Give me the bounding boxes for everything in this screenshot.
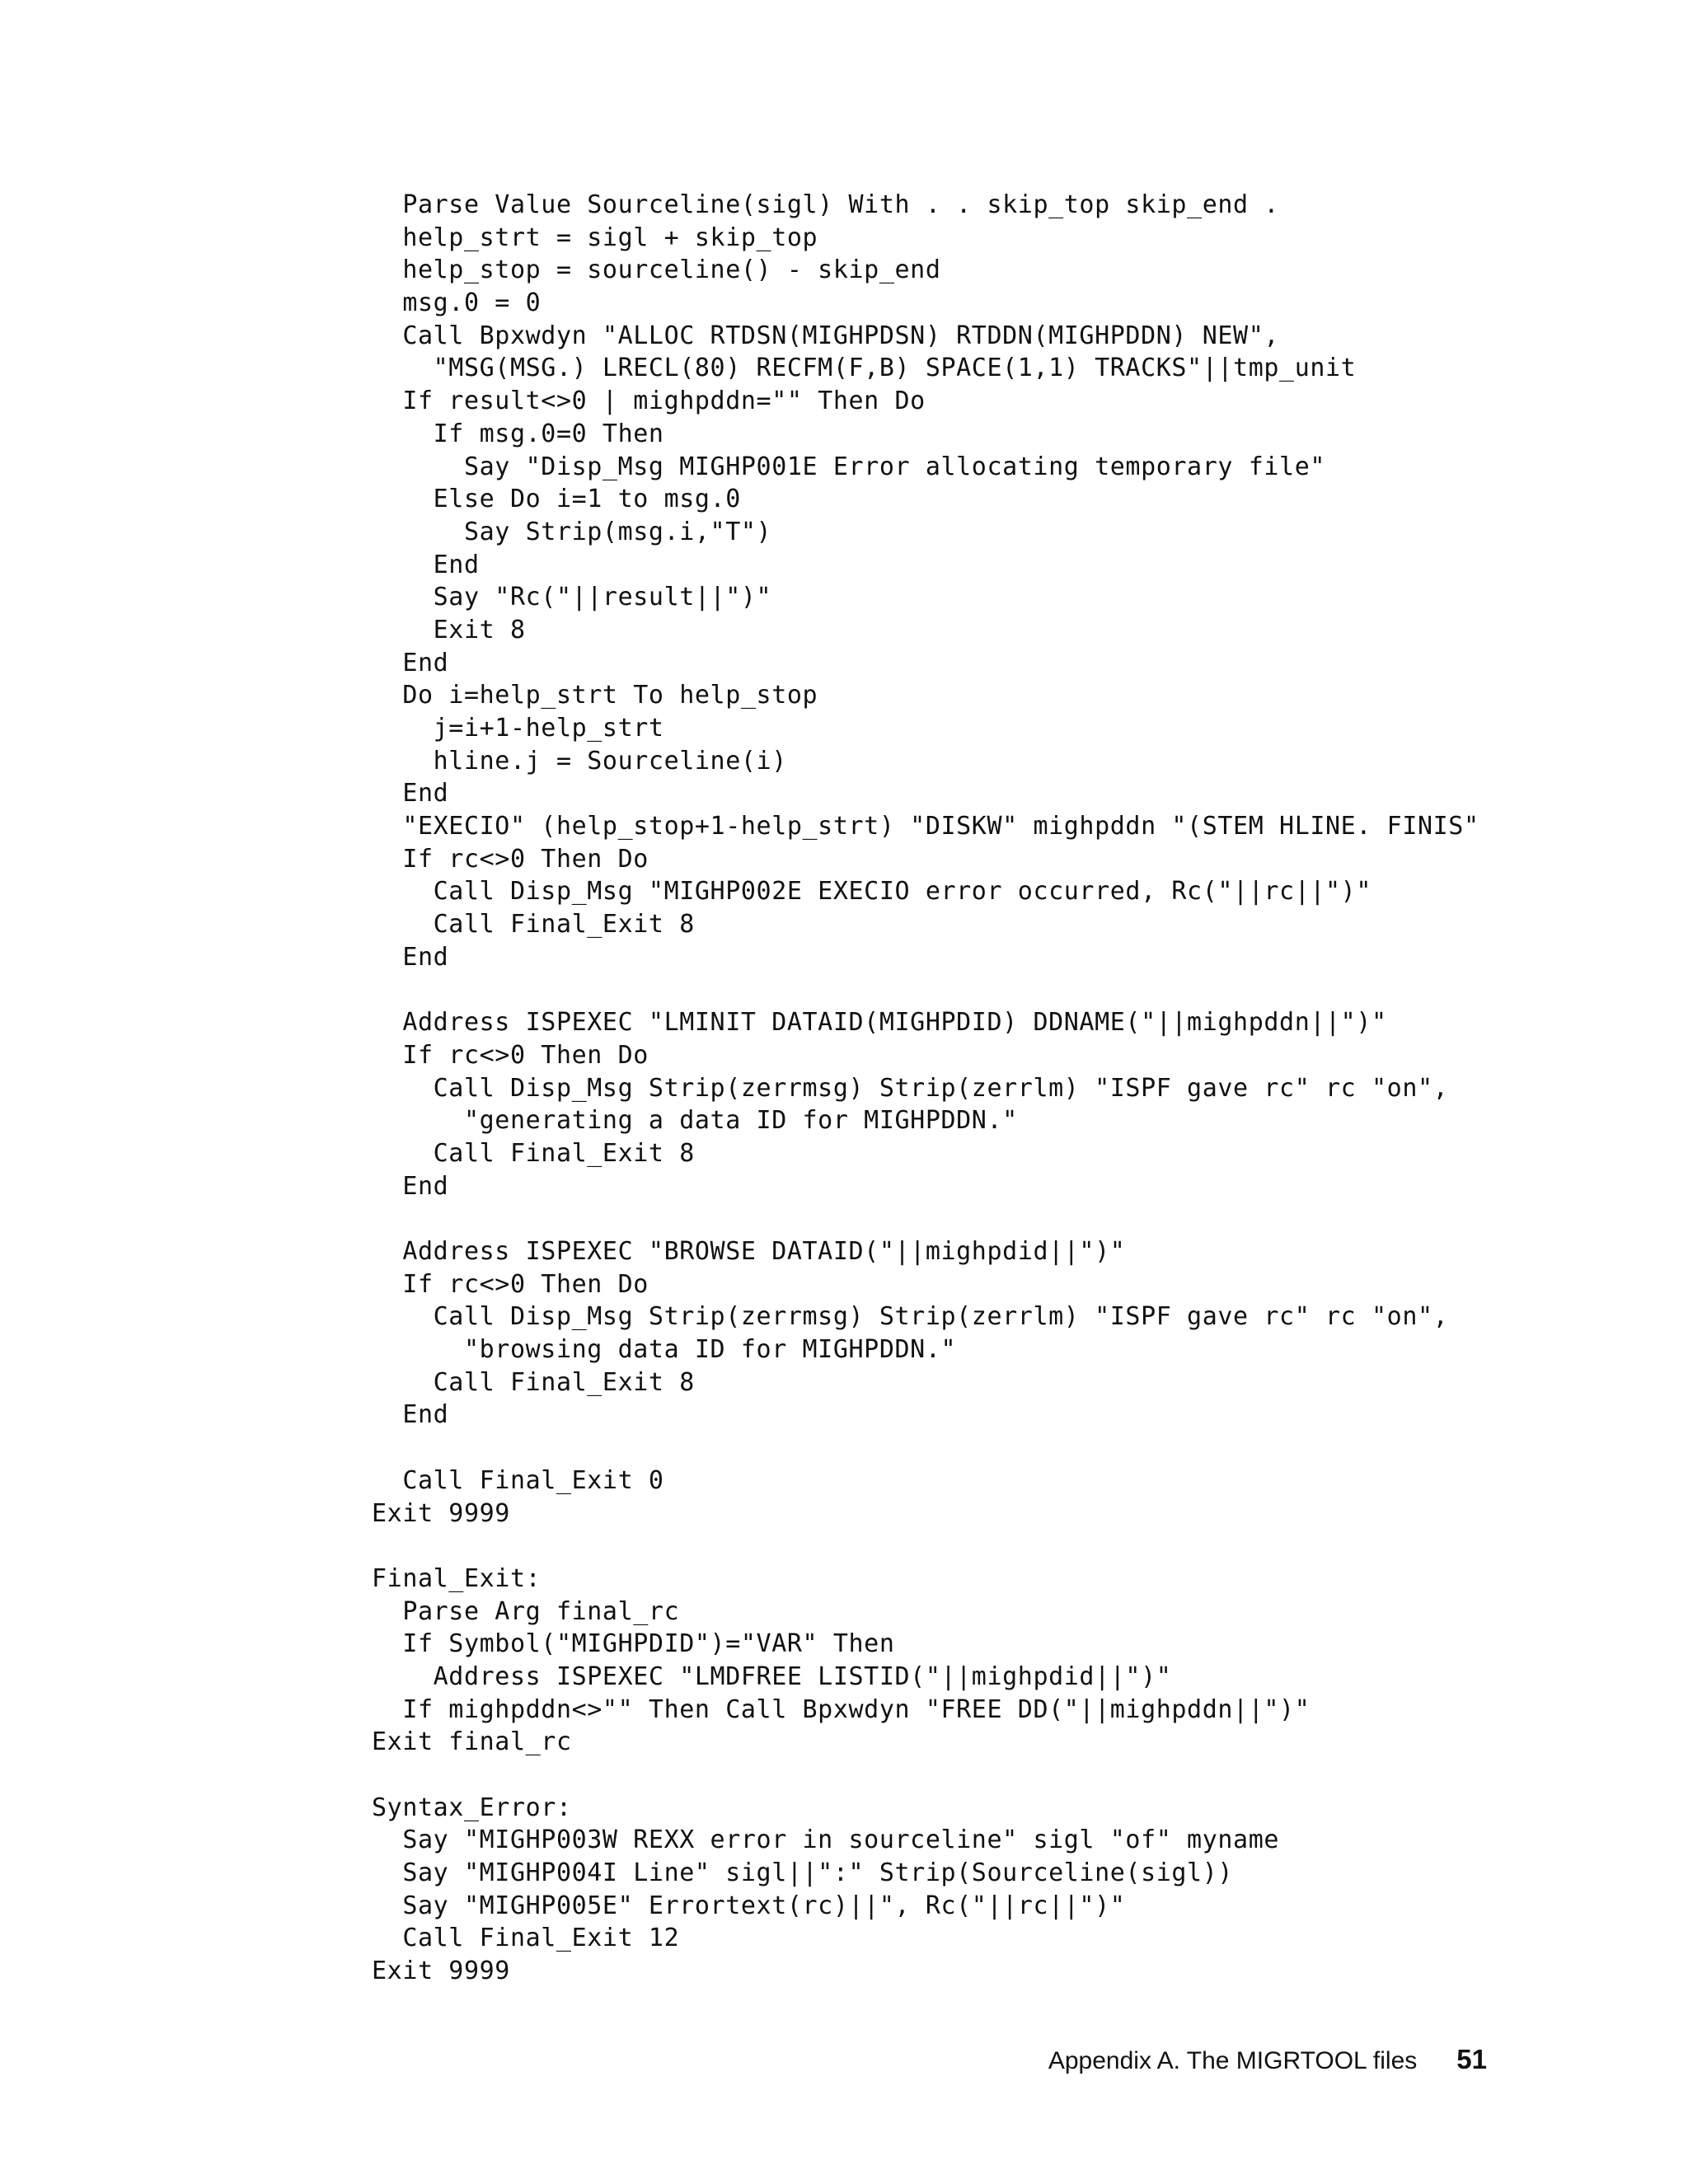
page-footer [1048, 2044, 1487, 2080]
code-line: If Symbol("MIGHPDID")="VAR" Then [372, 1629, 895, 1659]
code-line: If result<>0 | mighpddn="" Then Do [372, 387, 926, 416]
code-line: help_stop = sourceline() - skip_end [372, 255, 941, 285]
code-line: Parse Value Sourceline(sigl) With . . skip_top skip_end . [372, 190, 1280, 219]
code-line: Say "MIGHP003W REXX error in sourceline" sigl "of" myname [372, 1825, 1280, 1855]
code-line: If msg.0=0 Then [372, 419, 664, 448]
code-line: Else Do i=1 to msg.0 [372, 485, 741, 514]
code-line: Address ISPEXEC "BROWSE DATAID("||mighpdid||")" [372, 1237, 1126, 1266]
code-line: Call Disp_Msg "MIGHP002E EXECIO error occurred, Rc("||rc||")" [372, 877, 1372, 907]
code-line: End [372, 550, 480, 579]
code-line [372, 1530, 1479, 1563]
code-line: If rc<>0 Then Do [372, 1269, 649, 1299]
code-line: Call Final_Exit 12 [372, 1924, 680, 1953]
code-line: j=i+1-help_strt [372, 714, 664, 743]
code-line: Address ISPEXEC "LMINIT DATAID(MIGHPDID) DDNAME("||mighpddn||")" [372, 1008, 1387, 1038]
code-line: Call Disp_Msg Strip(zerrmsg) Strip(zerrlm) "ISPF gave rc" rc "on", [372, 1302, 1449, 1332]
code-line: End [372, 1400, 449, 1430]
code-line: Call Bpxwdyn "ALLOC RTDSN(MIGHPDSN) RTDDN(MIGHPDDN) NEW", [372, 321, 1280, 350]
code-line: If rc<>0 Then Do [372, 1040, 649, 1070]
code-line [372, 1432, 1479, 1465]
code-line: Say Strip(msg.i,"T") [372, 517, 772, 546]
code-line: If rc<>0 Then Do [372, 844, 649, 874]
code-line: Exit final_rc [372, 1727, 572, 1757]
page-number: 51 [1456, 2044, 1487, 2074]
code-line: Do i=help_strt To help_stop [372, 681, 818, 710]
code-line: Call Final_Exit 8 [372, 1138, 695, 1168]
code-line: Call Disp_Msg Strip(zerrmsg) Strip(zerrlm) "ISPF gave rc" rc "on", [372, 1073, 1449, 1103]
code-line: help_strt = sigl + skip_top [372, 223, 818, 252]
code-line: Call Final_Exit 8 [372, 910, 695, 940]
code-line: Exit 8 [372, 615, 526, 644]
code-line: "EXECIO" (help_stop+1-help_strt) "DISKW" mighpddn "(STEM HLINE. FINIS" [372, 812, 1479, 841]
code-line: End [372, 942, 449, 972]
code-line [372, 1202, 1479, 1235]
code-listing [372, 189, 1479, 1988]
code-line [372, 974, 1479, 1007]
code-line: End [372, 648, 449, 677]
code-line: "generating a data ID for MIGHPDDN." [372, 1106, 1018, 1136]
code-line: Say "MIGHP005E" Errortext(rc)||", Rc("||rc||")" [372, 1891, 1126, 1920]
code-line: Call Final_Exit 8 [372, 1367, 695, 1397]
footer-chapter-title: Appendix A. The MIGRTOOL files [1048, 2047, 1418, 2074]
code-line: Final_Exit: [372, 1563, 542, 1593]
code-line: "browsing data ID for MIGHPDDN." [372, 1335, 957, 1365]
code-line: msg.0 = 0 [372, 288, 542, 318]
code-line: Exit 9999 [372, 1498, 510, 1528]
code-line: Say "Disp_Msg MIGHP001E Error allocating temporary file" [372, 452, 1326, 481]
code-line: Call Final_Exit 0 [372, 1465, 664, 1495]
code-line: End [372, 779, 449, 808]
code-line: "MSG(MSG.) LRECL(80) RECFM(F,B) SPACE(1,1) TRACKS"||tmp_unit [372, 354, 1357, 383]
code-line: Say "MIGHP004I Line" sigl||":" Strip(Sourceline(sigl)) [372, 1858, 1234, 1888]
code-line: If mighpddn<>"" Then Call Bpxwdyn "FREE DD("||mighpddn||")" [372, 1694, 1311, 1724]
code-line: Address ISPEXEC "LMDFREE LISTID("||mighpdid||")" [372, 1661, 1172, 1691]
code-line: Syntax_Error: [372, 1793, 572, 1822]
code-line: Parse Arg final_rc [372, 1596, 680, 1626]
code-line: Say "Rc("||result||")" [372, 583, 772, 612]
code-line: hline.j = Sourceline(i) [372, 746, 787, 776]
code-line [372, 1759, 1479, 1792]
code-line: Exit 9999 [372, 1957, 510, 1986]
code-line: End [372, 1171, 449, 1201]
